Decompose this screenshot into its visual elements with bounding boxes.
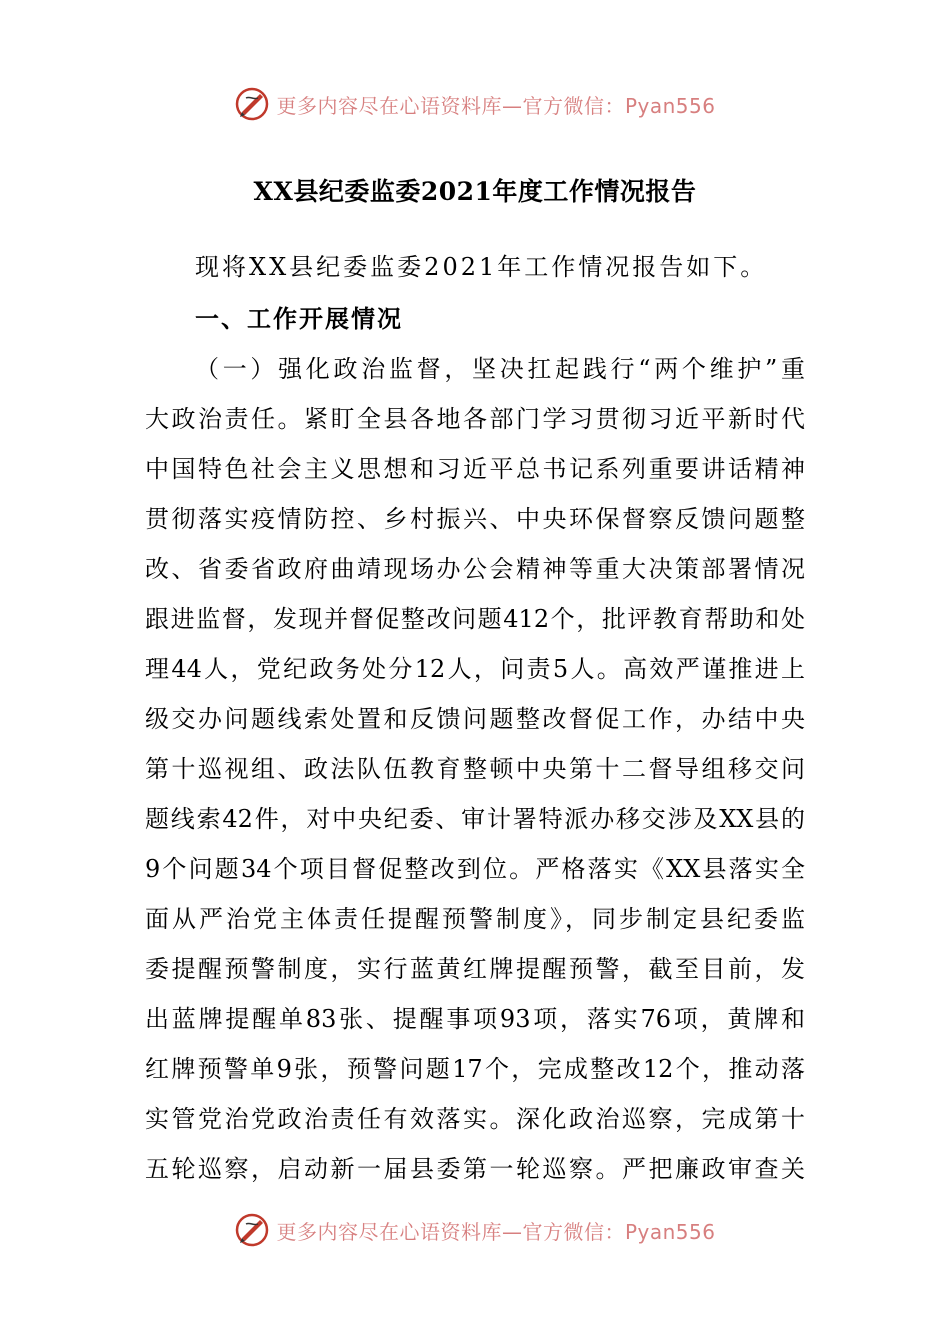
body-line: 理44人，党纪政务处分12人，问责5人。高效严谨推进上 <box>145 655 805 683</box>
body-line: 贯彻落实疫情防控、乡村振兴、中央环保督察反馈问题整 <box>145 505 805 533</box>
body-line: 大政治责任。紧盯全县各地各部门学习贯彻习近平新时代 <box>145 405 805 433</box>
section-heading: 一、工作开展情况 <box>195 305 403 333</box>
body-line: 题线索42件，对中央纪委、审计署特派办移交涉及XX县的 <box>145 805 805 833</box>
footer-banner <box>0 1210 950 1250</box>
body-line: 出蓝牌提醒单83张、提醒事项93项，落实76项，黄牌和 <box>145 1005 805 1033</box>
body-line: 五轮巡察，启动新一届县委第一轮巡察。严把廉政审查关 <box>145 1155 805 1183</box>
intro-paragraph: 现将XX县纪委监委2021年工作情况报告如下。 <box>195 253 768 281</box>
body-line: 第十巡视组、政法队伍教育整顿中央第十二督导组移交问 <box>145 755 805 783</box>
document-title: XX县纪委监委2021年度工作情况报告 <box>253 177 697 206</box>
body-line: 面从严治党主体责任提醒预警制度》，同步制定县纪委监 <box>145 905 805 933</box>
body-line: （一）强化政治监督，坚决扛起践行“两个维护”重 <box>195 355 805 383</box>
body-line: 9个问题34个项目督促整改到位。严格落实《XX县落实全 <box>145 855 805 883</box>
body-line: 改、省委省政府曲靖现场办公会精神等重大决策部署情况 <box>145 555 805 583</box>
header-banner <box>0 84 950 124</box>
pen-logo-icon <box>234 86 270 122</box>
body-line: 跟进监督，发现并督促整改问题412个，批评教育帮助和处 <box>145 605 805 633</box>
body-line: 委提醒预警制度，实行蓝黄红牌提醒预警，截至目前，发 <box>145 955 805 983</box>
header-banner-text: 更多内容尽在心语资料库—官方微信：Pyan556 <box>276 93 716 118</box>
body-line: 红牌预警单9张，预警问题17个，完成整改12个，推动落 <box>145 1055 805 1083</box>
pen-logo-icon <box>234 1212 270 1248</box>
body-line: 实管党治党政治责任有效落实。深化政治巡察，完成第十 <box>145 1105 805 1133</box>
body-line: 中国特色社会主义思想和习近平总书记系列重要讲话精神 <box>145 455 805 483</box>
footer-banner-text: 更多内容尽在心语资料库—官方微信：Pyan556 <box>276 1219 716 1244</box>
body-line: 级交办问题线索处置和反馈问题整改督促工作，办结中央 <box>145 705 805 733</box>
